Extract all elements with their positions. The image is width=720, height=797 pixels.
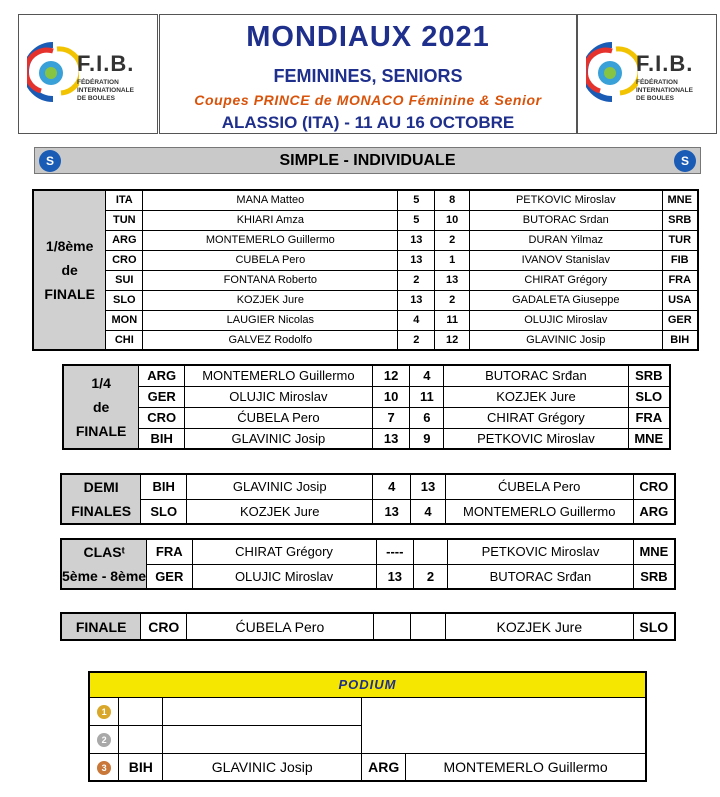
semi-country-1: BIH bbox=[141, 474, 187, 499]
round16-country-1: TUN bbox=[106, 210, 143, 230]
quarter-country-1: BIH bbox=[139, 428, 185, 449]
classement-row bbox=[61, 539, 675, 564]
round16-country-1: MON bbox=[106, 310, 143, 330]
round16-row bbox=[33, 190, 698, 210]
semi-score-1: 4 bbox=[373, 474, 411, 499]
classement-country-1: FRA bbox=[147, 539, 192, 564]
quarter-player-2: CHIRAT Grégory bbox=[444, 407, 628, 428]
fib-full-name bbox=[636, 79, 693, 103]
simple-badge-left: S bbox=[39, 150, 61, 172]
round16-country-2: USA bbox=[662, 290, 698, 310]
podium-2-player bbox=[163, 725, 362, 753]
podium-title: PODIUM bbox=[89, 672, 646, 697]
round16-player-1: GALVEZ Rodolfo bbox=[143, 330, 398, 350]
round16-score-2: 13 bbox=[435, 270, 470, 290]
round16-player-2: OLUJIC Miroslav bbox=[470, 310, 662, 330]
classement-score-2 bbox=[413, 539, 447, 564]
quarter-country-2: SRB bbox=[628, 365, 670, 386]
quarter-label2: de bbox=[92, 399, 110, 415]
quarter-country-2: FRA bbox=[628, 407, 670, 428]
round16-score-1: 4 bbox=[398, 310, 435, 330]
round16-table bbox=[32, 189, 699, 351]
semi-country-2: CRO bbox=[633, 474, 675, 499]
round16-score-2: 12 bbox=[435, 330, 470, 350]
podium-3-country-b: ARG bbox=[362, 753, 406, 781]
fib-emblem-icon bbox=[27, 41, 79, 103]
quarter-country-1: GER bbox=[139, 386, 185, 407]
fib-emblem-icon bbox=[586, 41, 638, 103]
classement-country-2: SRB bbox=[633, 564, 675, 589]
fib-line-1: FÉDÉRATION bbox=[77, 79, 119, 86]
classement-round-label bbox=[61, 539, 147, 589]
fib-line-3: DE BOULES bbox=[636, 95, 674, 102]
semi-player-1: KOZJEK Jure bbox=[187, 499, 373, 524]
classement-player-2: PETKOVIC Miroslav bbox=[448, 539, 634, 564]
round16-row bbox=[33, 270, 698, 290]
round16-score-2: 2 bbox=[435, 290, 470, 310]
classement-player-1: OLUJIC Miroslav bbox=[192, 564, 376, 589]
semi-score-2: 13 bbox=[411, 474, 446, 499]
final-score-2 bbox=[411, 613, 446, 640]
final-player-2: KOZJEK Jure bbox=[446, 613, 633, 640]
fib-line-2: INTERNATIONALE bbox=[636, 87, 693, 94]
round16-score-1: 2 bbox=[398, 330, 435, 350]
quarter-player-1: OLUJIC Miroslav bbox=[185, 386, 373, 407]
round16-player-2: GLAVINIC Josip bbox=[470, 330, 662, 350]
quarter-country-2: SLO bbox=[628, 386, 670, 407]
round16-country-1: CRO bbox=[106, 250, 143, 270]
round16-row bbox=[33, 290, 698, 310]
final-country-1: CRO bbox=[141, 613, 187, 640]
classement-label1: CLASᵗ bbox=[83, 544, 125, 560]
quarter-country-1: ARG bbox=[139, 365, 185, 386]
round16-player-2: IVANOV Stanislav bbox=[470, 250, 662, 270]
semi-country-1: SLO bbox=[141, 499, 187, 524]
podium-2nd-area bbox=[362, 697, 646, 753]
round16-row bbox=[33, 230, 698, 250]
quarter-score-2: 4 bbox=[410, 365, 444, 386]
location-line: ALASSIO (ITA) - 11 AU 16 OCTOBRE bbox=[221, 113, 515, 132]
fib-line-1: FÉDÉRATION bbox=[636, 79, 678, 86]
classement-row bbox=[61, 564, 675, 589]
round16-player-2: CHIRAT Grégory bbox=[470, 270, 662, 290]
round16-label2: de bbox=[61, 262, 78, 278]
final-score-1 bbox=[373, 613, 411, 640]
round16-country-2: FIB bbox=[662, 250, 698, 270]
classement-country-2: MNE bbox=[633, 539, 675, 564]
classement-player-2: BUTORAC Srđan bbox=[448, 564, 634, 589]
quarter-player-1: MONTEMERLO Guillermo bbox=[185, 365, 373, 386]
silver-medal-icon: 2 bbox=[97, 733, 111, 747]
round16-player-2: PETKOVIC Miroslav bbox=[470, 190, 662, 210]
round16-player-2: GADALETA Giuseppe bbox=[470, 290, 662, 310]
final-label: FINALE bbox=[61, 613, 141, 640]
quarter-score-2: 9 bbox=[410, 428, 444, 449]
round16-player-1: MONTEMERLO Guillermo bbox=[143, 230, 398, 250]
quarter-player-2: PETKOVIC Miroslav bbox=[444, 428, 628, 449]
semi-score-2: 4 bbox=[411, 499, 446, 524]
simple-badge-right: S bbox=[674, 150, 696, 172]
round16-country-2: MNE bbox=[662, 190, 698, 210]
quarter-round-label bbox=[63, 365, 139, 449]
page-title: MONDIAUX 2021 bbox=[246, 21, 490, 53]
round16-score-1: 5 bbox=[398, 190, 435, 210]
round16-player-2: BUTORAC Srdan bbox=[470, 210, 662, 230]
classement-country-1: GER bbox=[147, 564, 192, 589]
round16-score-1: 5 bbox=[398, 210, 435, 230]
quarter-player-2: BUTORAC Srđan bbox=[444, 365, 628, 386]
round16-player-1: KHIARI Amza bbox=[143, 210, 398, 230]
bronze-medal-icon: 3 bbox=[97, 761, 111, 775]
round16-score-2: 2 bbox=[435, 230, 470, 250]
round16-row bbox=[33, 310, 698, 330]
quarter-label1: 1/4 bbox=[91, 375, 111, 391]
quarter-row bbox=[63, 386, 670, 407]
round16-score-2: 10 bbox=[435, 210, 470, 230]
classement-score-2: 2 bbox=[413, 564, 447, 589]
podium-medal-1 bbox=[89, 697, 119, 725]
round16-player-1: CUBELA Pero bbox=[143, 250, 398, 270]
classement-player-1: CHIRAT Grégory bbox=[192, 539, 376, 564]
quarter-table bbox=[62, 364, 671, 450]
quarter-score-1: 13 bbox=[372, 428, 410, 449]
classement-score-1: ---- bbox=[376, 539, 413, 564]
classement-label2: 5ème - 8ème bbox=[62, 568, 147, 584]
round16-country-2: BIH bbox=[662, 330, 698, 350]
fib-abbr: F.I.B. bbox=[77, 51, 135, 76]
semi-label2: FINALES bbox=[71, 503, 132, 519]
round16-score-1: 13 bbox=[398, 250, 435, 270]
podium-3-player-a: GLAVINIC Josip bbox=[163, 753, 362, 781]
round16-country-1: ARG bbox=[106, 230, 143, 250]
semi-country-2: ARG bbox=[633, 499, 675, 524]
quarter-row bbox=[63, 407, 670, 428]
event-title: SIMPLE - INDIVIDUALE bbox=[279, 152, 456, 169]
round16-row bbox=[33, 210, 698, 230]
round16-player-2: DURAN Yilmaz bbox=[470, 230, 662, 250]
round16-row bbox=[33, 250, 698, 270]
round16-score-2: 8 bbox=[435, 190, 470, 210]
round16-player-1: MANA Matteo bbox=[143, 190, 398, 210]
round16-country-1: SUI bbox=[106, 270, 143, 290]
semi-score-1: 13 bbox=[373, 499, 411, 524]
quarter-score-1: 7 bbox=[372, 407, 410, 428]
final-country-2: SLO bbox=[633, 613, 675, 640]
event-banner bbox=[34, 147, 701, 174]
round16-country-2: TUR bbox=[662, 230, 698, 250]
round16-score-1: 13 bbox=[398, 230, 435, 250]
round16-round-label bbox=[33, 190, 106, 350]
round16-score-1: 13 bbox=[398, 290, 435, 310]
round16-country-1: ITA bbox=[106, 190, 143, 210]
round16-label1: 1/8ème bbox=[45, 238, 94, 254]
round16-score-2: 11 bbox=[435, 310, 470, 330]
podium-medal-2 bbox=[89, 725, 119, 753]
podium-3-player-b: MONTEMERLO Guillermo bbox=[406, 753, 646, 781]
quarter-score-2: 6 bbox=[410, 407, 444, 428]
round16-country-2: SRB bbox=[662, 210, 698, 230]
semi-row bbox=[61, 499, 675, 524]
quarter-player-1: GLAVINIC Josip bbox=[185, 428, 373, 449]
quarter-row bbox=[63, 365, 670, 386]
quarter-country-2: MNE bbox=[628, 428, 670, 449]
podium-table bbox=[88, 671, 647, 782]
gold-medal-icon: 1 bbox=[97, 705, 111, 719]
round16-row bbox=[33, 330, 698, 350]
semi-player-1: GLAVINIC Josip bbox=[187, 474, 373, 499]
podium-medal-3 bbox=[89, 753, 119, 781]
round16-country-2: GER bbox=[662, 310, 698, 330]
final-table bbox=[60, 612, 676, 641]
quarter-score-2: 11 bbox=[410, 386, 444, 407]
fib-logo-left bbox=[18, 14, 158, 134]
semi-player-2: MONTEMERLO Guillermo bbox=[445, 499, 633, 524]
cups-line: Coupes PRINCE de MONACO Féminine & Senior bbox=[194, 92, 542, 108]
podium-1-country bbox=[119, 697, 163, 725]
header-title-box bbox=[159, 14, 577, 134]
quarter-row bbox=[63, 428, 670, 449]
final-player-1: ĆUBELA Pero bbox=[187, 613, 373, 640]
quarter-player-1: ĆUBELA Pero bbox=[185, 407, 373, 428]
page-subtitle: FEMININES, SENIORS bbox=[273, 66, 463, 86]
classement-table bbox=[60, 538, 676, 590]
quarter-score-1: 12 bbox=[372, 365, 410, 386]
fib-full-name bbox=[77, 79, 134, 103]
podium-3-country-a: BIH bbox=[119, 753, 163, 781]
fib-line-2: INTERNATIONALE bbox=[77, 87, 134, 94]
round16-country-2: FRA bbox=[662, 270, 698, 290]
semi-label1: DEMI bbox=[83, 479, 119, 495]
podium-1-player bbox=[163, 697, 362, 725]
round16-country-1: SLO bbox=[106, 290, 143, 310]
round16-label3: FINALE bbox=[44, 286, 95, 302]
semi-row bbox=[61, 474, 675, 499]
round16-player-1: LAUGIER Nicolas bbox=[143, 310, 398, 330]
quarter-player-2: KOZJEK Jure bbox=[444, 386, 628, 407]
round16-country-1: CHI bbox=[106, 330, 143, 350]
round16-score-1: 2 bbox=[398, 270, 435, 290]
semi-table bbox=[60, 473, 676, 525]
fib-logo-right bbox=[577, 14, 717, 134]
semi-player-2: ĆUBELA Pero bbox=[445, 474, 633, 499]
podium-2-country bbox=[119, 725, 163, 753]
fib-line-3: DE BOULES bbox=[77, 95, 115, 102]
round16-player-1: FONTANA Roberto bbox=[143, 270, 398, 290]
fib-abbr: F.I.B. bbox=[636, 51, 694, 76]
quarter-country-1: CRO bbox=[139, 407, 185, 428]
round16-score-2: 1 bbox=[435, 250, 470, 270]
classement-score-1: 13 bbox=[376, 564, 413, 589]
semi-round-label bbox=[61, 474, 141, 524]
quarter-score-1: 10 bbox=[372, 386, 410, 407]
round16-player-1: KOZJEK Jure bbox=[143, 290, 398, 310]
quarter-label3: FINALE bbox=[75, 423, 127, 439]
